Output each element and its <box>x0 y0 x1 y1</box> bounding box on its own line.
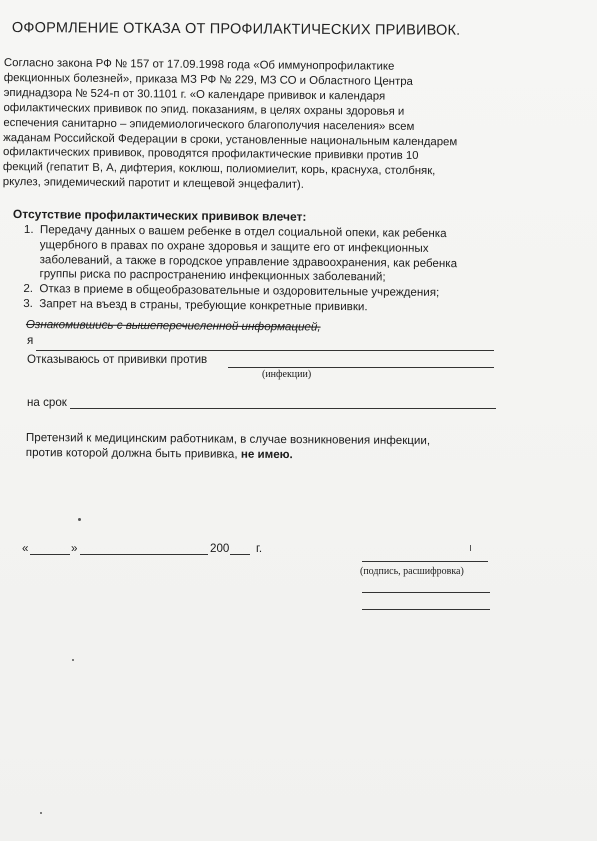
intro-paragraph <box>3 56 474 195</box>
claims-paragraph <box>26 430 506 464</box>
intro-line: еспечения санитарно – эпидемиологического благополучия населения» всем <box>3 116 415 133</box>
claims-bold-text: не имею. <box>240 447 293 462</box>
date-year-line[interactable] <box>230 554 250 555</box>
list-item-continuation: группы риска по распространению инфекционных заболеваний; <box>39 267 386 284</box>
signature-caption: (подпись, расшифровка) <box>360 566 464 577</box>
refuse-infection-line[interactable] <box>228 367 494 368</box>
intro-line: фекций (гепатит В, А, дифтерия, коклюш, полиомиелит, корь, краснуха, столбняк, <box>2 161 436 178</box>
signature-line[interactable] <box>362 561 488 562</box>
list-item-number: 3. <box>23 296 33 311</box>
claims-line: Претензий к медицинским работникам, в случае возникновения инфекции, <box>25 430 431 448</box>
date-month-line[interactable] <box>80 554 208 555</box>
signature-extra-line-1[interactable] <box>362 592 490 593</box>
intro-line: жаданам Российской Федерации в сроки, установленные национальным календарем <box>3 131 458 148</box>
date-close-quote: » <box>71 542 78 555</box>
consequences-list <box>23 223 524 317</box>
date-suffix: г. <box>256 542 263 555</box>
i-label: я <box>27 334 34 347</box>
claims-line-2 <box>26 445 506 464</box>
intro-line: ркулез, эпидемический паротит и клещевой энцефалит). <box>2 176 304 192</box>
signature-extra-line-2[interactable] <box>362 609 490 610</box>
term-label: на срок <box>27 396 67 409</box>
intro-line: фекционных болезней», приказа МЗ РФ № 229, МЗ СО и Областного Центра <box>3 71 413 88</box>
date-year: 200 <box>210 542 230 555</box>
refuse-label: Отказываюсь от прививки против <box>27 353 208 366</box>
date-open-quote: « <box>22 542 29 555</box>
intro-line: Согласно закона РФ № 157 от 17.09.1998 года «Об иммунопрофилактике <box>3 56 395 73</box>
scan-speck <box>78 518 81 521</box>
intro-line: офилактических прививок по эпид. показаниям, в целях охраны здоровья и <box>3 101 405 118</box>
scan-speck <box>72 659 74 661</box>
term-line[interactable] <box>70 408 496 409</box>
claims-text: против которой должна быть прививка, <box>25 445 238 461</box>
scan-speck <box>470 545 471 551</box>
name-line[interactable] <box>36 350 494 351</box>
consequences-heading: Отсутствие профилактических прививок влечет: <box>12 207 307 224</box>
list-item-continuation: ущербного в правах по охране здоровья и защите его от инфекционных <box>39 237 429 255</box>
date-day-line[interactable] <box>30 554 70 555</box>
document-title: ОФОРМЛЕНИЕ ОТКАЗА ОТ ПРОФИЛАКТИЧЕСКИХ ПРИВИВОК. <box>11 20 461 39</box>
acknowledgement-text: Ознакомившись с вышеперечисленной информацией, <box>25 318 321 334</box>
list-item-text: Передачу данных о вашем ребенке в отдел социальной опеки, как ребенка <box>39 223 447 241</box>
scan-speck <box>40 812 42 814</box>
intro-line: эпиднадзора № 524-п от 30.1101 г. «О календаре прививок и календаря <box>3 86 386 103</box>
list-item-text: Запрет на въезд в страны, требующие конкретные прививки. <box>39 297 368 314</box>
infection-caption: (инфекции) <box>262 369 312 380</box>
list-item-number: 2. <box>23 282 34 296</box>
intro-line: офилактических прививок, проводятся профилактические прививки против 10 <box>3 146 419 163</box>
list-item-text: Отказ в приеме в общеобразовательные и оздоровительные учреждения; <box>39 282 440 300</box>
list-item-continuation: заболеваний, а также в городское управление здравоохранения, как ребенка <box>39 252 458 270</box>
list-item-number: 1. <box>23 223 34 237</box>
